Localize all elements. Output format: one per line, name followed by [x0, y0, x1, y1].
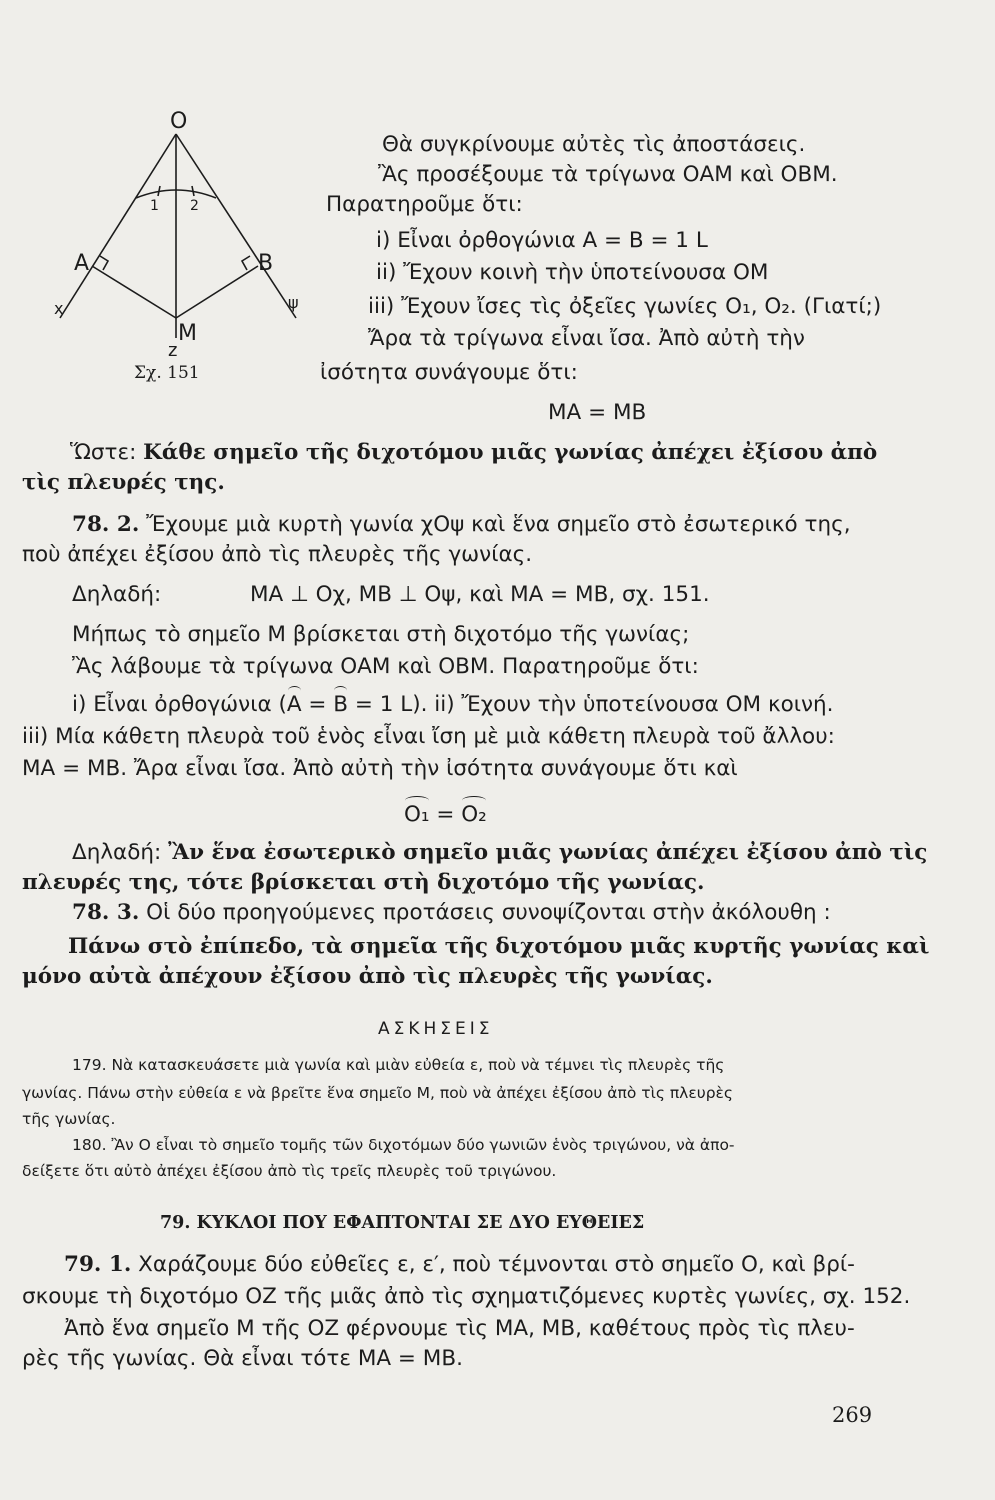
line-8: ἰσότητα συνάγουμε ὅτι:: [320, 360, 578, 385]
exercises-heading: ΑΣΚΗΣΕΙΣ: [378, 1019, 494, 1039]
line-12: [72, 510, 851, 540]
angle-o2-hat: Ο₂: [461, 800, 487, 830]
line-20: [404, 800, 487, 830]
label-z: z: [168, 340, 178, 361]
figure-caption: Σχ. 151: [134, 363, 200, 383]
angle-o1-hat: Ο₁: [404, 800, 430, 830]
label-a: A: [74, 251, 90, 276]
line-7: Ἄρα τὰ τρίγωνα εἶναι ἴσα. Ἀπὸ αὐτὴ τὴν: [368, 326, 805, 351]
exercise-179-line-2: γωνίας. Πάνω στὴν εὐθεία ε νὰ βρεῖτε ἕνα σημεῖο Μ, ποὺ νὰ ἀπέχει ἐξίσου ἀπὸ τὶς πλευρὲς: [22, 1084, 734, 1102]
line-10-theorem: Κάθε σημεῖο τῆς διχοτόμου μιᾶς γωνίας ἀπέχει ἐξίσου ἀπὸ: [143, 440, 878, 465]
label-angle-1: 1: [150, 198, 159, 214]
line-9: ΜΑ = ΜΒ: [548, 400, 647, 425]
angle-b-hat: Β: [333, 690, 348, 720]
figure-151-drawing: [40, 100, 330, 400]
section-79-heading: 79. ΚΥΚΛΟΙ ΠΟΥ ΕΦΑΠΤΟΝΤΑΙ ΣΕ ΔΥΟ ΕΥΘΕΙΕΣ: [160, 1213, 645, 1233]
ray-ox: [60, 134, 176, 318]
line-10-lead: Ὥστε:: [70, 440, 144, 465]
line-m1: [64, 1250, 855, 1280]
line-m2: σκουμε τὴ διχοτόμο ΟΖ τῆς μιᾶς ἀπὸ τὶς σχηματιζόμενες κυρτὲς γωνίες, σχ. 152.: [22, 1284, 911, 1309]
line-2: Ἂς προσέξουμε τὰ τρίγωνα ΟΑΜ καὶ ΟΒΜ.: [378, 162, 838, 187]
exercise-180-line-1: 180. Ἂν Ο εἶναι τὸ σημεῖο τομῆς τῶν διχοτόμων δύο γωνιῶν ἑνὸς τριγώνου, νὰ ἀπο-: [72, 1136, 735, 1154]
line-20-eq: =: [429, 802, 462, 827]
segment-ma: [92, 266, 176, 318]
section-79-1: 79. 1.: [64, 1252, 132, 1277]
line-m3: Ἀπὸ ἕνα σημεῖο Μ τῆς ΟΖ φέρνουμε τὶς ΜΑ, ΜΒ, καθέτους πρὸς τὶς πλευ-: [64, 1316, 855, 1341]
line-14-label: Δηλαδή:: [72, 582, 162, 607]
exercise-179-line-1: 179. Νὰ κατασκευάσετε μιὰ γωνία καὶ μιὰν εὐθεία ε, ποὺ νὰ τέμνει τὶς πλευρὲς τῆς: [72, 1056, 725, 1074]
line-17-a: i) Εἶναι ὀρθογώνια (: [72, 692, 287, 717]
angle-a-hat: Α: [287, 690, 302, 720]
exercise-180-line-2: δείξετε ὅτι αὐτὸ ἀπέχει ἐξίσου ἀπὸ τὶς τρεῖς πλευρὲς τοῦ τριγώνου.: [22, 1162, 557, 1180]
line-17-eq: =: [301, 692, 334, 717]
label-x: x: [54, 299, 64, 318]
label-b: B: [258, 251, 274, 276]
segment-mb: [176, 266, 258, 318]
figure-151: [40, 100, 330, 400]
line-4: i) Εἶναι ὀρθογώνια Α = Β = 1 L: [376, 228, 708, 253]
line-22: πλευρές της, τότε βρίσκεται στὴ διχοτόμο τῆς γωνίας.: [22, 870, 705, 895]
label-m: M: [178, 321, 197, 346]
line-1: Θὰ συγκρίνουμε αὐτὲς τὶς ἀποστάσεις.: [382, 132, 806, 157]
line-10: [70, 438, 877, 468]
line-19: ΜΑ = ΜΒ. Ἄρα εἶναι ἴσα. Ἀπὸ αὐτὴ τὴν ἰσότητα συνάγουμε ὅτι καὶ: [22, 756, 738, 781]
line-23-text: Οἱ δύο προηγούμενες προτάσεις συνοψίζονται στὴν ἀκόλουθη :: [139, 900, 831, 925]
page-number: 269: [832, 1403, 873, 1427]
line-17: [72, 690, 834, 720]
line-12-text: Ἔχουμε μιὰ κυρτὴ γωνία χΟψ καὶ ἕνα σημεῖο στὸ ἐσωτερικό της,: [139, 512, 851, 537]
line-m1-text: Χαράζουμε δύο εὐθεῖες ε, ε′, ποὺ τέμνονται στὸ σημεῖο Ο, καὶ βρί-: [131, 1252, 855, 1277]
line-23: [72, 898, 831, 928]
line-24: Πάνω στὸ ἐπίπεδο, τὰ σημεῖα τῆς διχοτόμου μιᾶς κυρτῆς γωνίας καὶ: [68, 934, 930, 959]
line-17-b: = 1 L). ii) Ἔχουν τὴν ὑποτείνουσα ΟΜ κοινή.: [348, 692, 834, 717]
line-14-formula: ΜΑ ⊥ Οχ, ΜΒ ⊥ Οψ, καὶ ΜΑ = ΜΒ, σχ. 151.: [250, 582, 710, 607]
label-angle-2: 2: [190, 198, 199, 214]
line-21-theorem: Ἂν ἕνα ἐσωτερικὸ σημεῖο μιᾶς γωνίας ἀπέχει ἐξίσου ἀπὸ τὶς: [168, 840, 928, 865]
section-78-2: 78. 2.: [72, 512, 140, 537]
line-m4: ρὲς τῆς γωνίας. Θὰ εἶναι τότε ΜΑ = ΜΒ.: [22, 1346, 463, 1371]
ray-oy: [176, 134, 296, 318]
line-3: Παρατηροῦμε ὅτι:: [326, 192, 523, 217]
line-6: iii) Ἔχουν ἴσες τὶς ὀξεῖες γωνίες Ο₁, Ο₂. (Γιατί;): [368, 294, 882, 319]
section-78-3: 78. 3.: [72, 900, 140, 925]
line-16: Ἂς λάβουμε τὰ τρίγωνα ΟΑΜ καὶ ΟΒΜ. Παρατηροῦμε ὅτι:: [72, 654, 699, 679]
label-o: O: [170, 109, 188, 134]
line-5: ii) Ἔχουν κοινὴ τὴν ὑποτείνουσα ΟΜ: [376, 260, 769, 285]
line-13: ποὺ ἀπέχει ἐξίσου ἀπὸ τὶς πλευρὲς τῆς γωνίας.: [22, 542, 533, 567]
label-y: ψ: [288, 293, 299, 312]
line-25: μόνο αὐτὰ ἀπέχουν ἐξίσου ἀπὸ τὶς πλευρὲς τῆς γωνίας.: [22, 964, 713, 989]
exercise-179-line-3: τῆς γωνίας.: [22, 1110, 116, 1128]
line-15: Μήπως τὸ σημεῖο Μ βρίσκεται στὴ διχοτόμο τῆς γωνίας;: [72, 622, 690, 647]
line-11: τὶς πλευρές της.: [22, 470, 225, 495]
line-18: iii) Μία κάθετη πλευρὰ τοῦ ἑνὸς εἶναι ἴση μὲ μιὰ κάθετη πλευρὰ τοῦ ἄλλου:: [22, 724, 835, 749]
line-21-lead: Δηλαδή:: [72, 840, 169, 865]
line-21: [72, 838, 927, 868]
